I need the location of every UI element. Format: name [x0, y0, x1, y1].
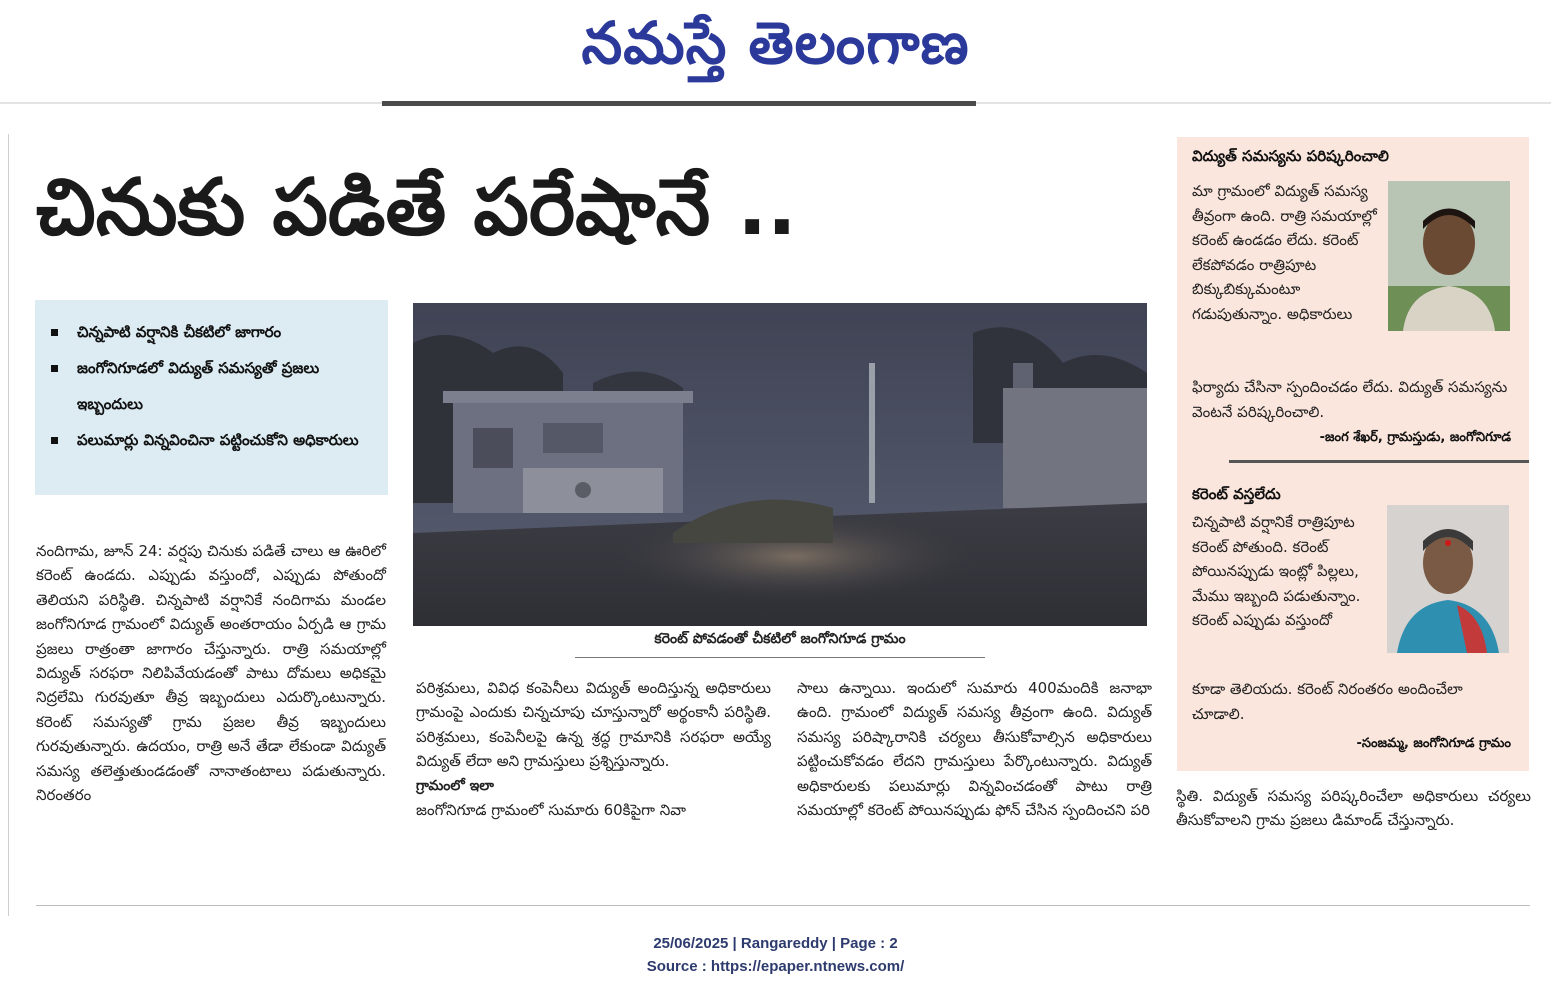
article-headline: చినుకు పడితే పరేషానే ..	[36, 163, 797, 253]
man-portrait	[1388, 181, 1510, 331]
masthead-accent-divider	[382, 101, 976, 106]
footer-date-edition: 25/06/2025 | Rangareddy | Page : 2	[653, 935, 898, 952]
page-edge-rule	[8, 134, 9, 916]
bullet-icon	[51, 329, 58, 336]
quotes-sidebar	[1177, 137, 1529, 771]
masthead	[0, 0, 1551, 108]
quote-text: మా గ్రామంలో విద్యుత్ సమస్య తీవ్రంగా ఉంది. రాత్రి సమయాల్లో కరెంట్ ఉండడం లేదు. కరెంట్ లేకపోవడం రాత్రిపూట బిక్కుబిక్కుమంటూ గడుపుతున్నాం. అధికారులు	[1192, 182, 1377, 323]
article-paragraph: స్థితి. విద్యుత్ సమస్య పరిష్కరించేలా అధికారులు చర్యలు తీసుకోవాలని గ్రామ ప్రజలు డిమాండ్ చేస్తున్నారు.	[1176, 787, 1531, 830]
quote-text: చిన్నపాటి వర్షానికే రాత్రిపూట కరెంట్ పోతుంది. కరెంట్ పోయినప్పుడు ఇంట్లో పిల్లలు, మేము ఇబ్బంది పడుతున్నాం. కరెంట్ ఎప్పుడు వస్తుందో	[1192, 513, 1361, 629]
article-column-3	[797, 676, 1152, 822]
quote-signature: -జంగ శేఖర్, గ్రామస్తుడు, జంగోనిగూడ	[1319, 430, 1511, 445]
quote-text: కూడా తెలియదు. కరెంట్ నిరంతరం అందించేలా చూడాలి.	[1192, 680, 1463, 723]
article-paragraph: పరిశ్రమలు, వివిధ కంపెనీలు విద్యుత్ అందిస్తున్న అధికారులు గ్రామంపై ఎందుకు చిన్నచూపు చూస్తున్నారో అర్థంకానీ పరిస్థితి. పరిశ్రమలు, కంపెనీలపై ఉన్న శ్రద్ధ గ్రామానికి సరఫరా అయ్యే విద్యుత్ లేదా అని గ్రామస్తులు ప్రశ్నిస్తున్నారు.	[416, 679, 771, 771]
highlight-item: జంగోనిగూడలో విద్యుత్ సమస్యతో ప్రజలు ఇబ్బందులు	[47, 350, 378, 422]
quote-signature: -సంజమ్మ, జంగోనిగూడ గ్రామం	[1356, 736, 1511, 751]
night-village-photo	[413, 303, 1147, 626]
article-photo	[413, 303, 1147, 626]
footer-source: Source : https://epaper.ntnews.com/	[646, 958, 905, 975]
newspaper-logo: నమస్తే తెలంగాణ	[581, 9, 970, 77]
person-photo	[1388, 181, 1510, 331]
article-paragraph: నందిగామ, జూన్ 24: వర్షపు చినుకు పడితే చాలు ఆ ఊరిలో కరెంట్ ఉండదు. ఎప్పుడు వస్తుందో, ఎప్పుడు పోతుందో తెలియని పరిస్థితి. చిన్నపాటి వర్షానికే నందిగామ మండల జంగోనిగూడ గ్రామంలో విద్యుత్ అంతరాయం ఏర్పడి ఆ గ్రామ ప్రజలు రాత్రంతా జాగారం చేస్తున్నారు. రాత్రి సమయాల్లో విద్యుత్ సరఫరా నిలిపివేయడంతో పాటు దోమలు అధికమై నిద్రలేమి గురవుతూ తీవ్ర ఇబ్బందులు ఎదుర్కొంటున్నారు. కరెంట్ సమస్యతో గ్రామ ప్రజల తీవ్ర ఇబ్బందులు గురవుతున్నారు. ఉదయం, రాత్రి అనే తేడా లేకుండా విద్యుత్ సమస్య తలెత్తుతుండడంతో నానాతంటాలు పడుతున్నారు. నిరంతరం	[36, 542, 386, 805]
highlight-item: పలుమార్లు విన్నవించినా పట్టించుకోని అధికారులు	[47, 422, 378, 458]
quote-title: కరెంట్ వస్తలేదు	[1192, 485, 1281, 503]
article-subheading: గ్రామంలో ఇలా	[416, 777, 494, 794]
page-bottom-divider	[36, 905, 1530, 906]
quote-title: విద్యుత్ సమస్యను పరిష్కరించాలి	[1192, 147, 1389, 165]
article-column-4	[1176, 784, 1531, 833]
bullet-icon	[51, 437, 58, 444]
article-paragraph: సాలు ఉన్నాయి. ఇందులో సుమారు 400మందికి జనాభా ఉంది. గ్రామంలో విద్యుత్ సమస్య తీవ్రంగా ఉంది. విద్యుత్ సమస్య పరిష్కారానికి చర్యలు తీసుకోవాల్సిన అధికారులు పట్టించుకోవడం లేదని గ్రామస్తులు పేర్కొంటున్నారు. విద్యుత్ అధికారులకు పలుమార్లు విన్నవించడంతో పాటు రాత్రి సమయాల్లో కరెంట్ పోయినప్పుడు ఫోన్ చేసిన స్పందించని పరి	[797, 679, 1152, 820]
photo-caption: కరెంట్ పోవడంతో చీకటిలో జంగోనిగూడ గ్రామం	[654, 631, 906, 647]
caption-divider	[575, 657, 985, 658]
highlight-item: చిన్నపాటి వర్షానికి చీకటిలో జాగారం	[47, 314, 378, 350]
bullet-icon	[51, 365, 58, 372]
quote-text: ఫిర్యాదు చేసినా స్పందించడం లేదు. విద్యుత్ సమస్యను వెంటనే పరిష్కరించాలి.	[1192, 378, 1508, 421]
article-column-1	[36, 539, 386, 807]
woman-portrait	[1387, 505, 1509, 653]
article-paragraph: జంగోనిగూడ గ్రామంలో సుమారు 60కిపైగా నివా	[416, 801, 687, 820]
person-photo	[1387, 505, 1509, 653]
article-column-2	[416, 676, 771, 822]
sidebar-divider	[1229, 460, 1529, 463]
highlights-box	[35, 300, 388, 495]
